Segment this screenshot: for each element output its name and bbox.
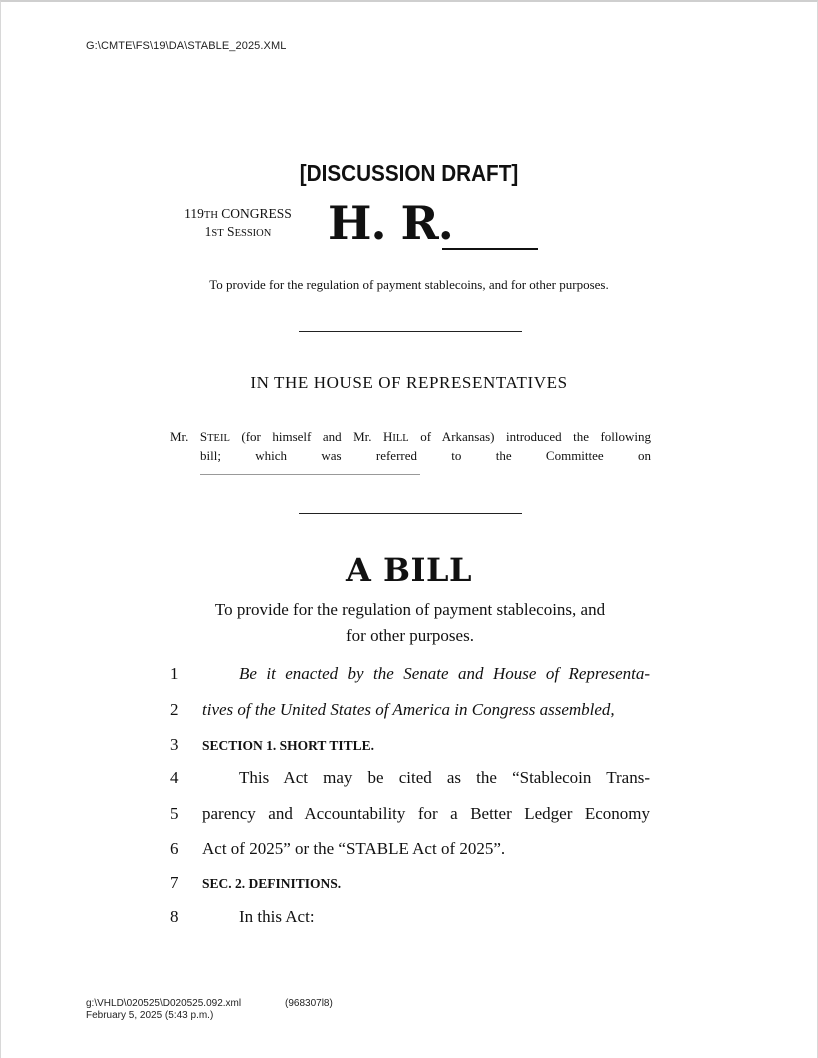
file-path: G:\CMTE\FS\19\DA\STABLE_2025.XML: [86, 40, 287, 52]
line-number: 1: [170, 664, 179, 683]
bill-number-blank: [442, 248, 538, 250]
purpose-long: [186, 597, 634, 649]
draft-label: [DISCUSSION DRAFT]: [299, 160, 519, 186]
section-heading: SECTION 1. SHORT TITLE.: [202, 738, 374, 753]
purpose-short: To provide for the regulation of payment stablecoins, and for other purposes.: [209, 277, 609, 292]
enacting-clause-line: Be it enacted by the Senate and House of Representa-: [239, 664, 650, 683]
bill-text-line: parency and Accountability for a Better Ledger Economy: [202, 804, 650, 823]
enacting-clause-line: tives of the United States of America in Congress assembled,: [202, 700, 615, 719]
line-number: 3: [170, 735, 179, 754]
bill-text-line: In this Act:: [239, 907, 315, 926]
line-number: 7: [170, 873, 179, 892]
bill-text-line: This Act may be cited as the “Stablecoin Trans-: [239, 768, 650, 787]
bill-text-line: Act of 2025” or the “STABLE Act of 2025”.: [202, 839, 506, 858]
line-number: 2: [170, 700, 179, 719]
congress-session: [170, 206, 306, 242]
footer-file: g:\VHLD\020525\D020525.092.xml: [86, 998, 242, 1009]
section-heading: SEC. 2. DEFINITIONS.: [202, 876, 342, 891]
purpose-line-2: for other purposes.: [346, 626, 474, 645]
bill-heading: A BILL: [346, 551, 472, 589]
committee-blank: [200, 474, 420, 475]
session-line: [170, 224, 306, 242]
congress-line: [170, 206, 306, 224]
session-suffix: ST: [211, 228, 224, 239]
footer-date: February 5, 2025 (5:43 p.m.): [86, 1010, 214, 1021]
line-number: 8: [170, 907, 179, 926]
line-number: 5: [170, 804, 179, 823]
divider: [299, 331, 522, 332]
session-word-text: SESSION: [227, 224, 272, 239]
purpose-line-1: To provide for the regulation of payment stablecoins, and: [214, 600, 606, 619]
house-heading: IN THE HOUSE OF REPRESENTATIVES: [250, 373, 568, 392]
line-number: 4: [170, 768, 179, 787]
session-word: [227, 224, 271, 239]
introduction-line-1: Mr. STEIL (for himself and Mr. HILL of Arkansas) introduced the following: [170, 429, 651, 444]
congress-text: 119TH CONGRESS: [184, 206, 292, 221]
line-number: 6: [170, 839, 179, 858]
divider: [299, 513, 522, 514]
introduction: [170, 428, 651, 464]
bill-type: H. R.: [328, 196, 453, 250]
footer-code: (968307l8): [285, 998, 333, 1009]
session-number: 1: [204, 224, 212, 239]
footer-info: [86, 998, 241, 1022]
introduction-line-2: bill; which was referred to the Committee on: [200, 448, 651, 463]
